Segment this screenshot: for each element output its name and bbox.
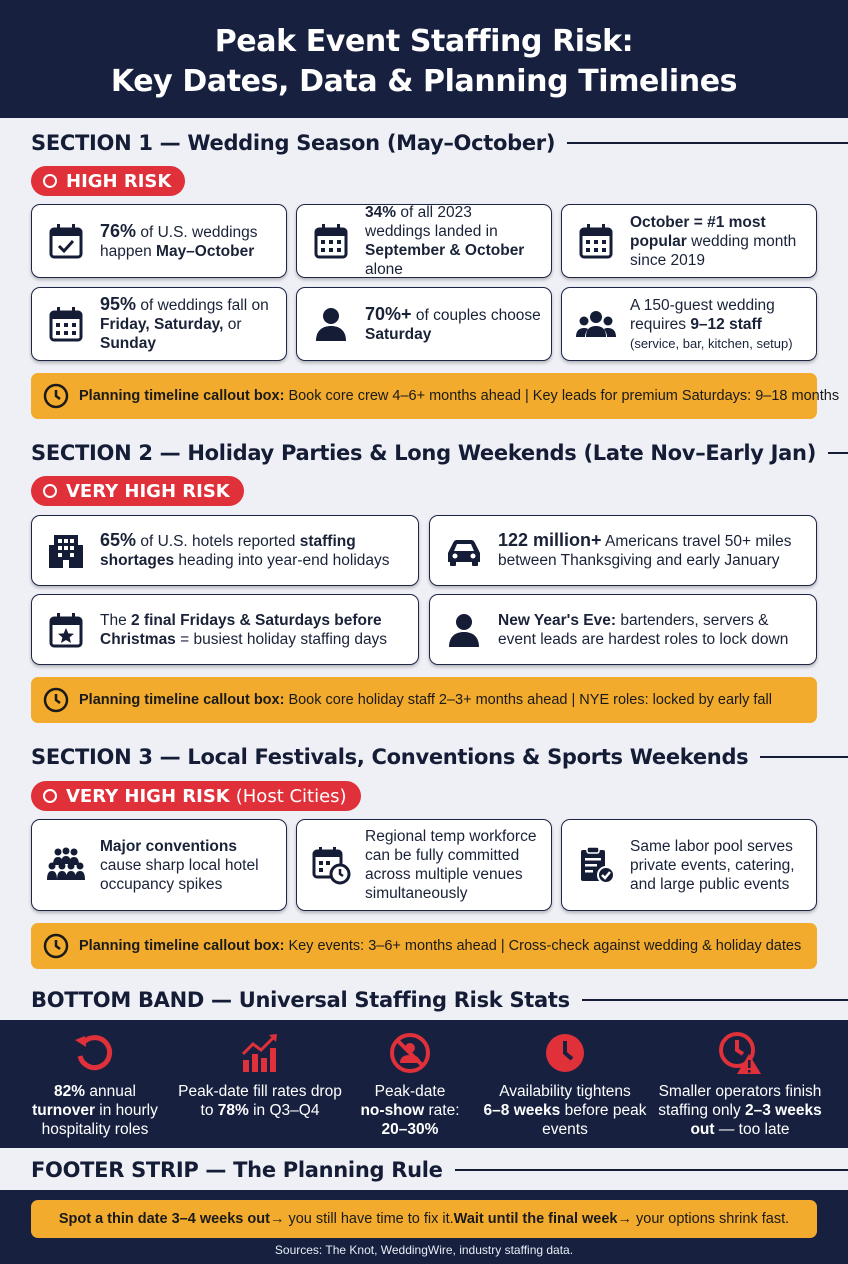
stat-card: 76% of U.S. weddings happen May–October <box>31 204 287 278</box>
stat-card: Same labor pool serves private events, catering, and large public events <box>561 819 817 911</box>
car-icon <box>444 531 484 571</box>
planning-callout-section2: Planning timeline callout box: Book core holiday staff 2–3+ months ahead | NYE roles: locked by early fall <box>31 677 817 723</box>
section3-title: SECTION 3 — Local Festivals, Conventions & Sports Weekends <box>31 742 848 772</box>
section-divider <box>760 756 848 758</box>
stat-no-show: Peak-date no-show rate: 20–30% <box>325 1020 495 1148</box>
risk-badge-section3: VERY HIGH RISK (Host Cities) <box>31 781 361 811</box>
stat-turnover: 82% annual turnover in hourly hospitality roles <box>10 1020 180 1148</box>
section-divider <box>828 452 848 454</box>
stat-card: October = #1 most popular wedding month since 2019 <box>561 204 817 278</box>
clock-icon <box>542 1030 588 1076</box>
clock-icon <box>43 933 69 959</box>
calendar-check-icon <box>46 221 86 261</box>
page-title-line2: Key Dates, Data & Planning Timelines <box>110 64 738 99</box>
calendar-icon <box>46 304 86 344</box>
stat-card: 34% of all 2023 weddings landed in September & October alone <box>296 204 552 278</box>
circle-icon <box>43 174 57 188</box>
section1-title: SECTION 1 — Wedding Season (May–October) <box>31 128 848 158</box>
planning-rule-box: Spot a thin date 3–4 weeks out → you still have time to fix it. Wait until the final week → your options shrink fast. <box>31 1200 817 1238</box>
stat-smaller-operators: Smaller operators finish staffing only 2–3 weeks out — too late <box>655 1020 825 1148</box>
calendar-star-icon <box>46 610 86 650</box>
stat-fill-rate: Peak-date fill rates drop to 78% in Q3–Q4 <box>175 1020 345 1148</box>
no-show-icon <box>387 1030 433 1076</box>
clipboard-check-icon <box>576 845 616 885</box>
group-icon <box>576 304 616 344</box>
header-banner <box>0 0 848 118</box>
turnover-icon <box>72 1030 118 1076</box>
section-divider <box>582 999 848 1001</box>
stat-card: The 2 final Fridays & Saturdays before Christmas = busiest holiday staffing days <box>31 594 419 665</box>
stat-card: 122 million+ Americans travel 50+ miles between Thanksgiving and early January <box>429 515 817 586</box>
person-icon <box>444 610 484 650</box>
clock-icon <box>43 687 69 713</box>
planning-callout-section3: Planning timeline callout box: Key events: 3–6+ months ahead | Cross-check against wedding & holiday dates <box>31 923 817 969</box>
stat-card: Regional temp workforce can be fully committed across multiple venues simultaneously <box>296 819 552 911</box>
bottom-band-title: BOTTOM BAND — Universal Staffing Risk Stats <box>31 985 848 1015</box>
section-divider <box>455 1169 848 1171</box>
page-title-line1: Peak Event Staffing Risk: <box>214 24 634 59</box>
person-icon <box>311 304 351 344</box>
section2-title: SECTION 2 — Holiday Parties & Long Weekends (Late Nov–Early Jan) <box>31 438 848 468</box>
risk-badge-section2: VERY HIGH RISK <box>31 476 244 506</box>
calendar-icon <box>311 221 351 261</box>
stat-card: 65% of U.S. hotels reported staffing shortages heading into year-end holidays <box>31 515 419 586</box>
circle-icon <box>43 484 57 498</box>
calendar-clock-icon <box>311 845 351 885</box>
footer-title: FOOTER STRIP — The Planning Rule <box>31 1155 848 1185</box>
risk-badge-section1: HIGH RISK <box>31 166 185 196</box>
circle-icon <box>43 789 57 803</box>
universal-stats-band <box>0 1020 848 1148</box>
clock-icon <box>43 383 69 409</box>
stat-availability: Availability tightens 6–8 weeks before peak events <box>480 1020 650 1148</box>
stat-card: Major conventions cause sharp local hotel occupancy spikes <box>31 819 287 911</box>
bar-chart-icon <box>237 1030 283 1076</box>
crowd-icon <box>46 845 86 885</box>
hotel-icon <box>46 531 86 571</box>
stat-card: 95% of weddings fall on Friday, Saturday, or Sunday <box>31 287 287 361</box>
calendar-icon <box>576 221 616 261</box>
planning-callout-section1: Planning timeline callout box: Book core crew 4–6+ months ahead | Key leads for premium Saturdays: 9–18 months <box>31 373 817 419</box>
stat-card: 70%+ of couples choose Saturday <box>296 287 552 361</box>
sources-note: Sources: The Knot, WeddingWire, industry staffing data. <box>274 1243 574 1257</box>
clock-alert-icon <box>717 1030 763 1076</box>
stat-card: New Year's Eve: bartenders, servers & event leads are hardest roles to lock down <box>429 594 817 665</box>
section-divider <box>567 142 848 144</box>
stat-card: A 150-guest wedding requires 9–12 staff (service, bar, kitchen, setup) <box>561 287 817 361</box>
